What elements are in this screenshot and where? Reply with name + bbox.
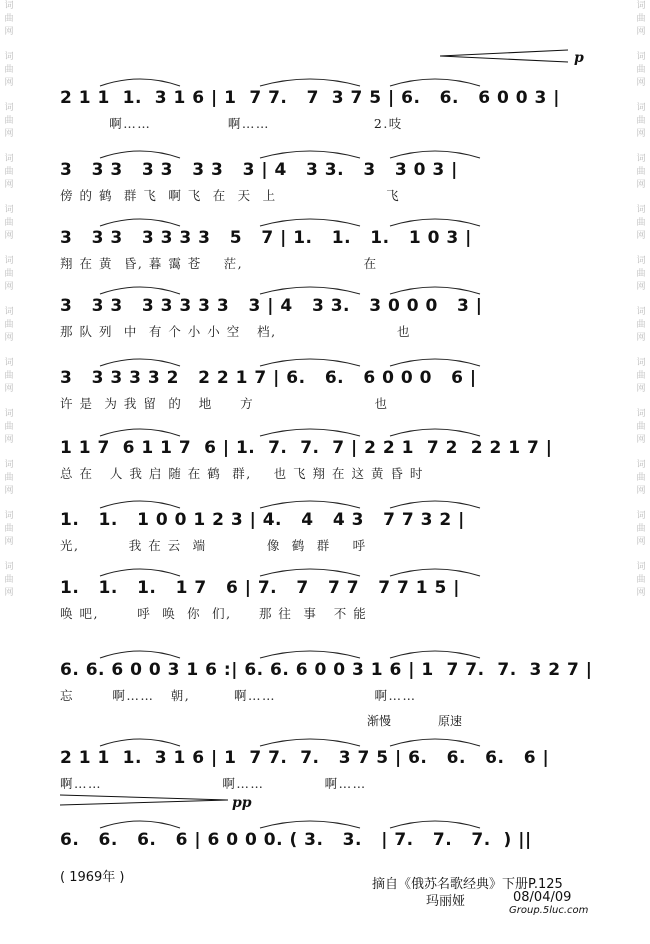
slur — [260, 287, 360, 294]
slur — [390, 651, 480, 658]
slur — [390, 219, 480, 226]
slur — [100, 501, 180, 508]
lyric-line: 光, 我 在 云 端 像 鹤 群 呼 — [60, 538, 367, 553]
lyric-line: 那 队 列 中 有 个 小 小 空 档, 也 — [60, 324, 412, 339]
slur — [260, 651, 360, 658]
source-note: 摘自《俄苏名歌经典》下册P.125 — [372, 877, 563, 892]
lyric-line — [60, 858, 600, 874]
dynamic-p: p — [574, 50, 584, 66]
slur — [100, 651, 180, 658]
slur — [260, 219, 360, 226]
watermark-left: 词 曲 网 词 曲 网 词 曲 网 词 曲 网 词 曲 网 词 曲 网 词 曲 网 词 曲 网 词 曲 网 词 曲 网 词 曲 网 词 曲 网 — [4, 1, 14, 598]
date-note: 08/04/09 — [513, 890, 572, 905]
slur — [260, 429, 360, 436]
note-line: 3 3 3 3 3 3 3 3 3 | 4 3 3. 3 0 0 0 3 | — [60, 296, 483, 316]
slur — [260, 79, 360, 86]
note-line: 1. 1. 1. 1 7 6 | 7. 7 7 7 7 7 1 5 | — [60, 578, 460, 598]
note-line: 1. 1. 1 0 0 1 2 3 | 4. 4 4 3 7 7 3 2 | — [60, 510, 465, 530]
slur — [390, 359, 480, 366]
slur — [390, 151, 480, 158]
note-line: 6. 6. 6. 6 | 6 0 0 0. ( 3. 3. | 7. 7. 7. ) || — [60, 830, 532, 850]
lyric-line: 唤 吧, 呼 唤 你 们, 那 往 事 不 能 — [60, 606, 368, 621]
note-line: 3 3 3 3 3 2 2 2 1 7 | 6. 6. 6 0 0 0 6 | — [60, 368, 477, 388]
lyric-line: 傍 的 鹤 群 飞 啊 飞 在 天 上 飞 — [60, 188, 401, 203]
slur — [260, 739, 360, 746]
lyric-line: 许 是 为 我 留 的 地 方 也 — [60, 396, 389, 411]
lyric-line: 翔 在 黄 昏, 暮 霭 苍 茫, 在 — [60, 256, 378, 271]
slur — [390, 79, 480, 86]
slur — [390, 287, 480, 294]
year-note: ( 1969年 ) — [60, 870, 125, 885]
slur — [260, 821, 360, 828]
slur — [260, 151, 360, 158]
slur — [260, 569, 360, 576]
slur — [100, 287, 180, 294]
slur — [100, 739, 180, 746]
slur — [390, 739, 480, 746]
slur — [260, 501, 360, 508]
note-line: 2 1 1 1. 3 1 6 | 1 7 7. 7 3 7 5 | 6. 6. 6 0 0 3 | — [60, 88, 560, 108]
slur — [390, 501, 480, 508]
slur — [100, 569, 180, 576]
site-watermark: Group.5luc.com — [509, 905, 589, 916]
slur — [100, 79, 180, 86]
lyric-line: 忘 啊…… 朝, 啊…… 啊…… — [60, 688, 417, 703]
decrescendo-hairpin — [60, 792, 230, 808]
author-name: 玛丽娅 — [426, 894, 466, 909]
lyric-line: 啊…… 啊…… 2.吱 — [60, 116, 403, 131]
slur — [100, 429, 180, 436]
dynamic-pp: pp — [232, 795, 252, 811]
note-line: 1 1 7 6 1 1 7 6 | 1. 7. 7. 7 | 2 2 1 7 2 2 2 1 7 | — [60, 438, 553, 458]
slur — [390, 569, 480, 576]
slur — [390, 429, 480, 436]
watermark-right: 词 曲 网 词 曲 网 词 曲 网 词 曲 网 词 曲 网 词 曲 网 词 曲 网 词 曲 网 词 曲 网 词 曲 网 词 曲 网 词 曲 网 — [636, 1, 646, 598]
slur — [260, 359, 360, 366]
note-line: 3 3 3 3 3 3 3 5 7 | 1. 1. 1. 1 0 3 | — [60, 228, 472, 248]
crescendo-hairpin — [440, 48, 570, 64]
slur — [100, 821, 180, 828]
slur — [100, 359, 180, 366]
note-line: 6. 6. 6 0 0 3 1 6 :| 6. 6. 6 0 0 3 1 6 | 1 7 7. 7. 3 2 7 | — [60, 660, 593, 680]
slur — [390, 821, 480, 828]
lyric-line: 总 在 人 我 启 随 在 鹤 群, 也 飞 翔 在 这 黄 昏 时 — [60, 466, 424, 481]
slur — [100, 151, 180, 158]
tempo-slowing: 渐慢 — [367, 714, 392, 728]
lyric-line: 啊…… 啊…… 啊…… — [60, 776, 367, 791]
tempo-original: 原速 — [438, 714, 463, 728]
note-line: 3 3 3 3 3 3 3 3 | 4 3 3. 3 3 0 3 | — [60, 160, 458, 180]
note-line: 2 1 1 1. 3 1 6 | 1 7 7. 7. 3 7 5 | 6. 6. 6. 6 | — [60, 748, 550, 768]
slur — [100, 219, 180, 226]
